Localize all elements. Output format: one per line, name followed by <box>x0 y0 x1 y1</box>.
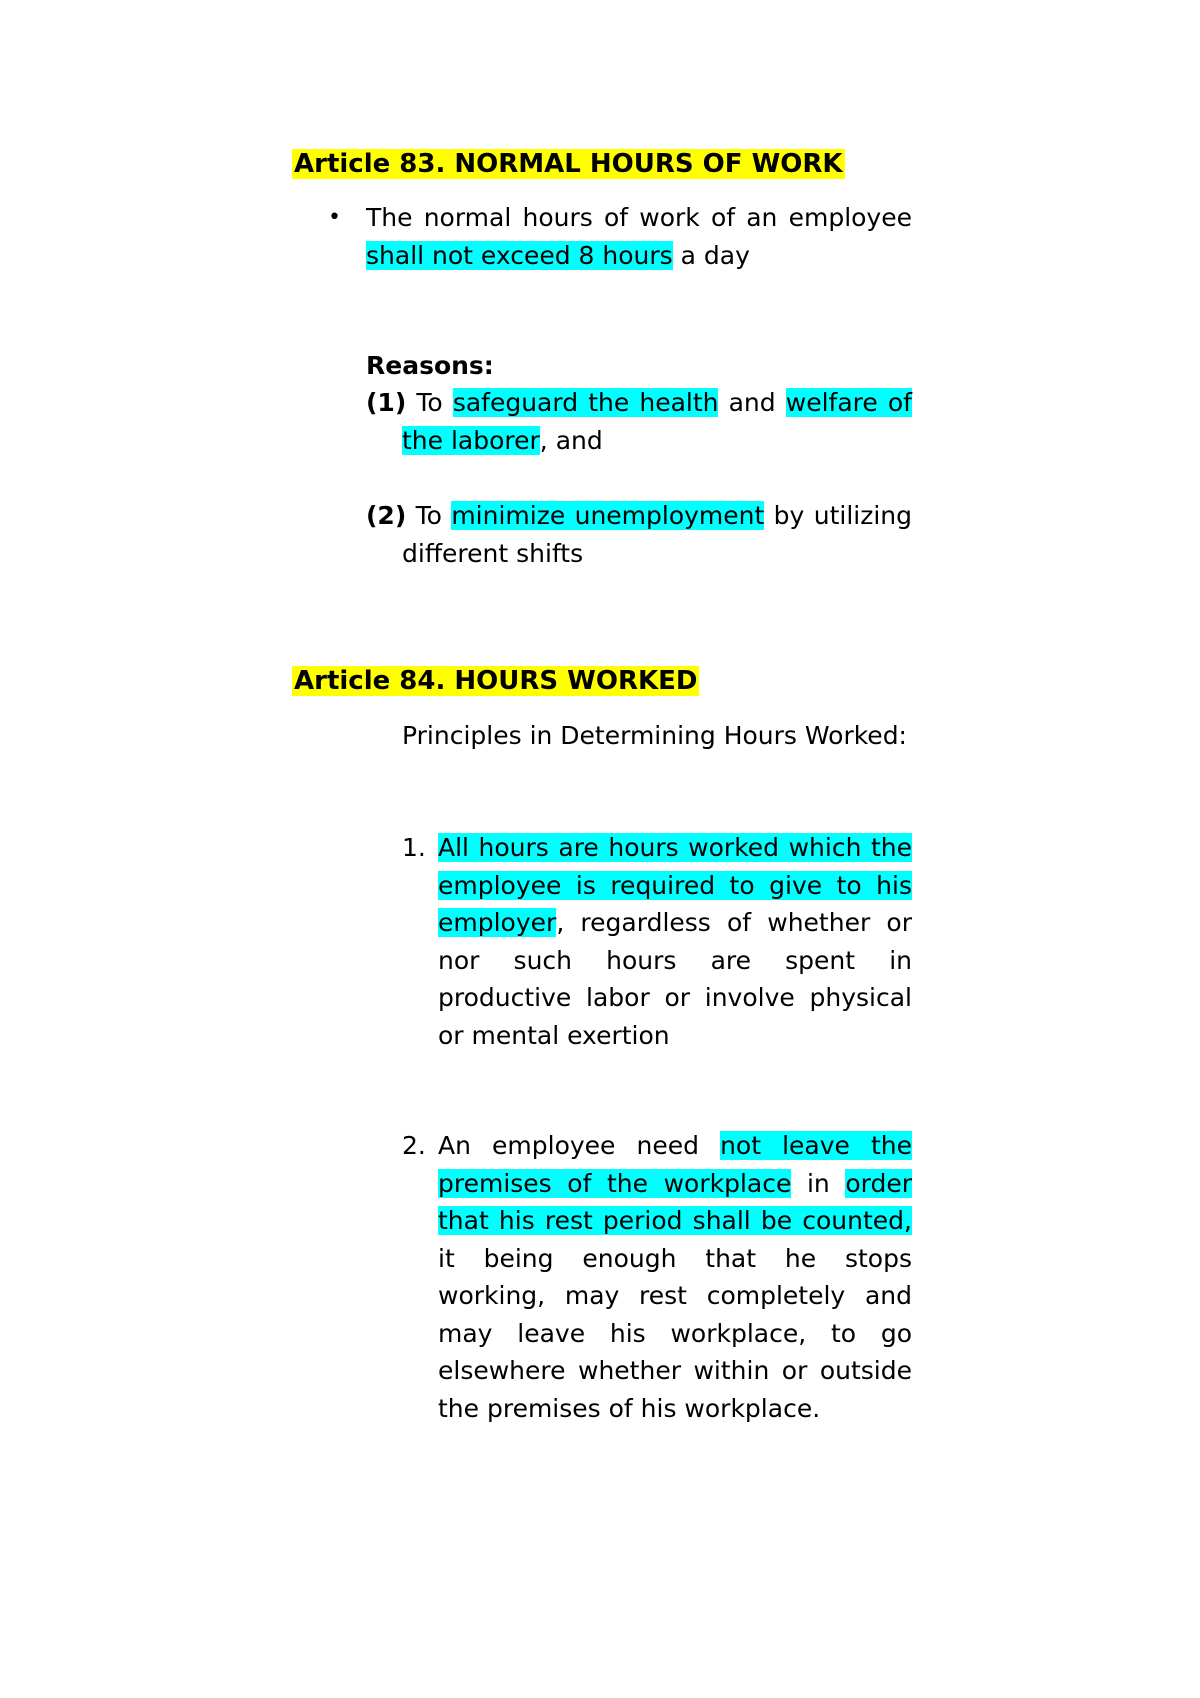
reason-2-pre: To <box>406 501 452 530</box>
highlight-minimize-unemployment: minimize unemployment <box>451 501 765 530</box>
article-83-heading <box>292 146 845 182</box>
article-84-heading-text: Article 84. HOURS WORKED <box>294 666 698 696</box>
principle-item-2 <box>438 1127 912 1427</box>
item-2-post: it being enough that he stops working, may rest completely and may leave his workplace, to go elsewhere whether within or outside the premises of his workplace. <box>438 1243 912 1423</box>
normal-hours-bullet <box>366 199 912 274</box>
item-2-pre: An employee need <box>438 1131 721 1160</box>
highlight-not-leave-premises: not leave the premises of the workplace <box>438 1131 913 1198</box>
reason-1-mid: and <box>718 388 786 417</box>
highlight-rest-period-counted: order that his rest period shall be counted, <box>438 1168 912 1235</box>
item-1-post: , regardless of whether or nor such hours are spent in productive labor or involve physical or mental exertion <box>438 908 912 1050</box>
reason-1-pre: To <box>406 388 453 417</box>
reason-2 <box>366 497 912 572</box>
bullet-text-end: a day <box>672 240 750 270</box>
highlight-safeguard-health: safeguard the health <box>452 388 719 417</box>
bullet-icon: • <box>328 205 341 230</box>
reasons-label: Reasons: <box>366 351 494 380</box>
item-2-mid: in <box>791 1168 846 1198</box>
principle-item-1 <box>438 829 912 1054</box>
highlight-all-hours-worked: All hours are hours worked which the employee is required to give to his employer <box>438 833 912 937</box>
highlight-8-hours: shall not exceed 8 hours <box>366 240 673 270</box>
reason-2-post: by utilizing different shifts <box>402 501 912 568</box>
article-83-heading-text: Article 83. NORMAL HOURS OF WORK <box>294 149 843 179</box>
reason-1 <box>366 384 912 459</box>
item-2-marker: 2. <box>402 1131 426 1160</box>
principles-intro: Principles in Determining Hours Worked: <box>402 721 907 750</box>
highlight-welfare-laborer: welfare of the laborer <box>402 388 912 455</box>
article-84-heading <box>292 663 699 699</box>
reason-1-post: , and <box>539 425 603 455</box>
reason-2-marker: (2) <box>366 501 407 530</box>
reason-1-marker: (1) <box>366 388 407 417</box>
item-1-marker: 1. <box>402 833 426 862</box>
bullet-text: The normal hours of work of an employee <box>366 203 912 232</box>
